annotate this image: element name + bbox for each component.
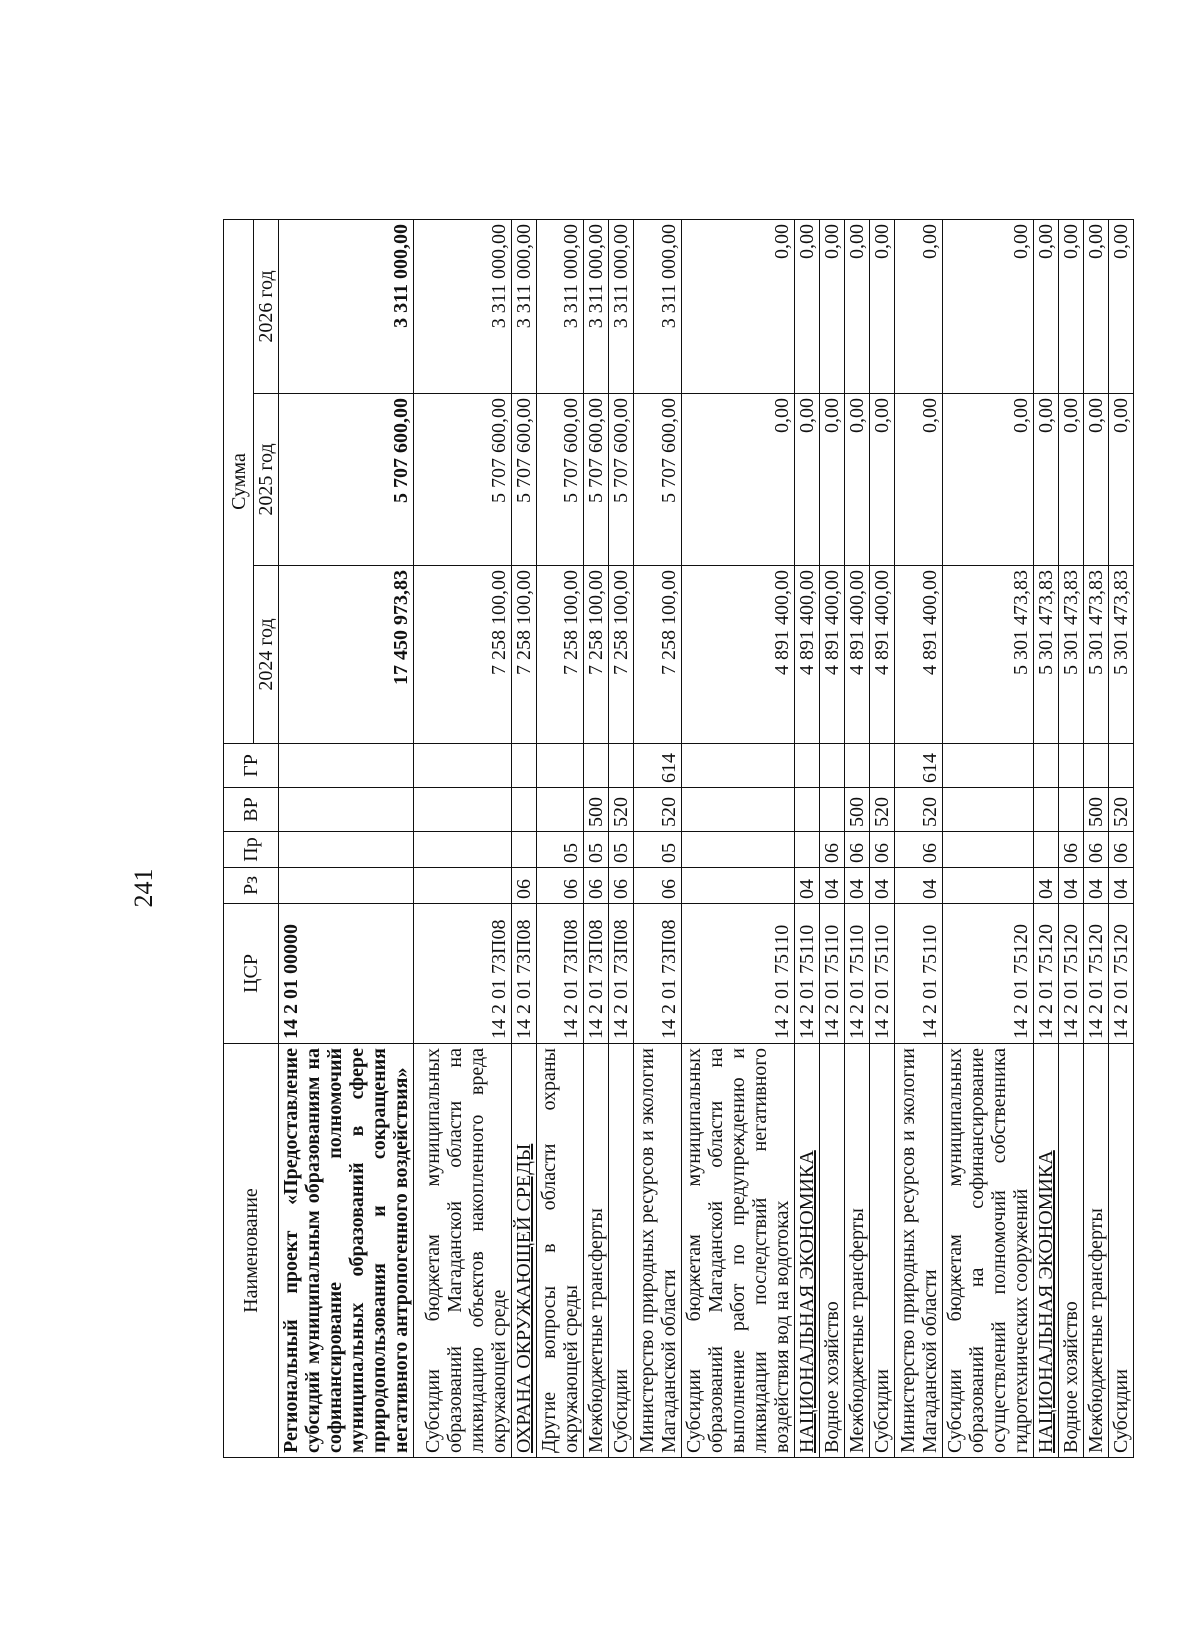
row-pr [414, 832, 512, 868]
row-gr [845, 744, 870, 788]
row-rz: 06 [634, 868, 682, 904]
row-sum-2025: 0,00 [820, 394, 845, 566]
row-name: Субсидии [609, 1044, 634, 1458]
row-csr: 14 2 01 73П08 [537, 904, 584, 1044]
table-row [279, 219, 414, 1457]
row-pr: 05 [609, 832, 634, 868]
row-name: Другие вопросы в области охраны окружающей среды [537, 1044, 584, 1458]
row-sum-2026: 3 311 000,00 [512, 219, 537, 393]
row-rz [414, 868, 512, 904]
table-row [795, 219, 820, 1457]
row-name: Региональный проект «Предоставление субсидий муниципальным образованиям на софинансирование полномочий муниципальных образований в сфере природопользования и сокращения негативного антропогенного воздействия» [279, 1044, 414, 1458]
row-csr: 14 2 01 75120 [1084, 904, 1109, 1044]
row-sum-2024: 4 891 400,00 [795, 566, 820, 744]
row-vr [1059, 788, 1084, 832]
table-row [943, 219, 1034, 1457]
row-vr: 520 [895, 788, 943, 832]
row-name: Министерство природных ресурсов и экологии Магаданской области [634, 1044, 682, 1458]
row-sum-2024: 4 891 400,00 [870, 566, 895, 744]
row-gr [1109, 744, 1134, 788]
row-gr [279, 744, 414, 788]
row-sum-2026: 0,00 [1034, 219, 1059, 393]
row-name: Министерство природных ресурсов и экологии Магаданской области [895, 1044, 943, 1458]
row-name: Межбюджетные трансферты [845, 1044, 870, 1458]
row-gr [537, 744, 584, 788]
table-row [870, 219, 895, 1457]
table-row [820, 219, 845, 1457]
row-csr: 14 2 01 75120 [1109, 904, 1134, 1044]
row-vr [820, 788, 845, 832]
row-pr: 06 [1084, 832, 1109, 868]
header-name: Наименование [224, 1044, 279, 1458]
row-sum-2026: 0,00 [943, 219, 1034, 393]
row-rz: 06 [512, 868, 537, 904]
row-rz: 04 [895, 868, 943, 904]
row-csr: 14 2 01 75120 [1034, 904, 1059, 1044]
row-csr: 14 2 01 75110 [795, 904, 820, 1044]
row-gr [1084, 744, 1109, 788]
row-name: Субсидии [1109, 1044, 1134, 1458]
row-csr: 14 2 01 75110 [820, 904, 845, 1044]
header-sum: Сумма [224, 219, 254, 743]
row-vr [682, 788, 795, 832]
row-gr [682, 744, 795, 788]
row-name: ОХРАНА ОКРУЖАЮЩЕЙ СРЕДЫ [512, 1044, 537, 1458]
table-row [609, 219, 634, 1457]
table-row [1109, 219, 1134, 1457]
row-gr [1059, 744, 1084, 788]
row-csr: 14 2 01 73П08 [512, 904, 537, 1044]
row-gr [795, 744, 820, 788]
row-vr: 500 [845, 788, 870, 832]
table-row [1034, 219, 1059, 1457]
row-pr [1034, 832, 1059, 868]
row-sum-2026: 0,00 [795, 219, 820, 393]
row-sum-2025: 0,00 [682, 394, 795, 566]
row-sum-2026: 0,00 [870, 219, 895, 393]
row-gr [1034, 744, 1059, 788]
row-sum-2024: 4 891 400,00 [682, 566, 795, 744]
header-2024: 2024 год [254, 566, 279, 744]
row-sum-2025: 5 707 600,00 [634, 394, 682, 566]
table-row [414, 219, 512, 1457]
row-rz: 04 [795, 868, 820, 904]
row-csr: 14 2 01 73П08 [584, 904, 609, 1044]
row-vr: 520 [1109, 788, 1134, 832]
budget-table [223, 219, 1134, 1458]
row-sum-2026: 0,00 [895, 219, 943, 393]
row-vr [795, 788, 820, 832]
row-gr: 614 [895, 744, 943, 788]
row-vr [512, 788, 537, 832]
row-sum-2024: 4 891 400,00 [845, 566, 870, 744]
table-row [895, 219, 943, 1457]
row-vr [943, 788, 1034, 832]
table-row [512, 219, 537, 1457]
header-pr: Пр [224, 832, 279, 868]
row-pr [795, 832, 820, 868]
row-gr [870, 744, 895, 788]
row-csr: 14 2 01 75110 [682, 904, 795, 1044]
row-sum-2024: 7 258 100,00 [414, 566, 512, 744]
row-rz: 04 [845, 868, 870, 904]
row-rz [279, 868, 414, 904]
row-sum-2026: 3 311 000,00 [634, 219, 682, 393]
row-sum-2025: 5 707 600,00 [584, 394, 609, 566]
row-sum-2025: 5 707 600,00 [512, 394, 537, 566]
row-rz: 06 [609, 868, 634, 904]
header-csr: ЦСР [224, 904, 279, 1044]
row-sum-2024: 7 258 100,00 [512, 566, 537, 744]
row-vr [414, 788, 512, 832]
row-csr: 14 2 01 73П08 [634, 904, 682, 1044]
row-sum-2026: 0,00 [820, 219, 845, 393]
row-name: Субсидии [870, 1044, 895, 1458]
row-pr: 06 [1109, 832, 1134, 868]
row-pr [279, 832, 414, 868]
row-sum-2026: 0,00 [1059, 219, 1084, 393]
row-sum-2025: 0,00 [943, 394, 1034, 566]
row-sum-2024: 5 301 473,83 [1109, 566, 1134, 744]
row-csr: 14 2 01 75120 [1059, 904, 1084, 1044]
row-sum-2026: 0,00 [682, 219, 795, 393]
row-rz: 04 [870, 868, 895, 904]
row-vr: 500 [1084, 788, 1109, 832]
row-pr [512, 832, 537, 868]
page-number: 241 [129, 868, 158, 908]
row-sum-2026: 3 311 000,00 [609, 219, 634, 393]
row-pr: 06 [895, 832, 943, 868]
row-sum-2025: 5 707 600,00 [279, 394, 414, 566]
row-sum-2024: 5 301 473,83 [1059, 566, 1084, 744]
row-gr [584, 744, 609, 788]
row-rz: 04 [1059, 868, 1084, 904]
rotated-table-wrapper [223, 220, 1132, 1458]
row-vr [537, 788, 584, 832]
row-sum-2026: 0,00 [845, 219, 870, 393]
row-csr: 14 2 01 73П08 [414, 904, 512, 1044]
row-sum-2025: 0,00 [1084, 394, 1109, 566]
row-sum-2024: 17 450 973,83 [279, 566, 414, 744]
row-sum-2025: 0,00 [1109, 394, 1134, 566]
row-rz [682, 868, 795, 904]
table-row [537, 219, 584, 1457]
row-csr: 14 2 01 75120 [943, 904, 1034, 1044]
row-name: Субсидии бюджетам муниципальных образований Магаданской области на ликвидацию объектов накопленного вреда окружающей среде [414, 1044, 512, 1458]
row-name: Межбюджетные трансферты [584, 1044, 609, 1458]
table-row [634, 219, 682, 1457]
table-row [1059, 219, 1084, 1457]
row-name: Межбюджетные трансферты [1084, 1044, 1109, 1458]
row-vr: 520 [609, 788, 634, 832]
row-pr: 06 [845, 832, 870, 868]
header-vr: ВР [224, 788, 279, 832]
row-sum-2025: 5 707 600,00 [414, 394, 512, 566]
row-csr: 14 2 01 75110 [870, 904, 895, 1044]
row-rz: 04 [820, 868, 845, 904]
row-sum-2024: 4 891 400,00 [895, 566, 943, 744]
row-pr: 06 [820, 832, 845, 868]
row-sum-2025: 5 707 600,00 [609, 394, 634, 566]
row-sum-2024: 7 258 100,00 [537, 566, 584, 744]
row-name: НАЦИОНАЛЬНАЯ ЭКОНОМИКА [1034, 1044, 1059, 1458]
header-2025: 2025 год [254, 394, 279, 566]
row-vr [1034, 788, 1059, 832]
row-pr: 06 [1059, 832, 1084, 868]
row-sum-2026: 3 311 000,00 [537, 219, 584, 393]
row-sum-2026: 3 311 000,00 [279, 219, 414, 393]
row-sum-2025: 0,00 [870, 394, 895, 566]
row-pr [943, 832, 1034, 868]
row-gr [609, 744, 634, 788]
row-sum-2024: 5 301 473,83 [943, 566, 1034, 744]
row-csr: 14 2 01 75110 [895, 904, 943, 1044]
row-csr: 14 2 01 75110 [845, 904, 870, 1044]
row-sum-2025: 0,00 [895, 394, 943, 566]
row-name: Субсидии бюджетам муниципальных образований на софинансирование осуществлений полномочий собственника гидротехнических сооружений [943, 1044, 1034, 1458]
table-row [845, 219, 870, 1457]
row-vr: 520 [634, 788, 682, 832]
header-2026: 2026 год [254, 219, 279, 393]
row-sum-2024: 5 301 473,83 [1034, 566, 1059, 744]
row-sum-2025: 0,00 [1034, 394, 1059, 566]
row-sum-2026: 0,00 [1109, 219, 1134, 393]
table-row [682, 219, 795, 1457]
row-sum-2024: 5 301 473,83 [1084, 566, 1109, 744]
table-row [1084, 219, 1109, 1457]
row-csr: 14 2 01 00000 [279, 904, 414, 1044]
row-pr: 05 [537, 832, 584, 868]
table-body [279, 219, 1134, 1457]
row-csr: 14 2 01 73П08 [609, 904, 634, 1044]
row-rz [943, 868, 1034, 904]
row-pr [682, 832, 795, 868]
row-sum-2025: 0,00 [795, 394, 820, 566]
row-sum-2026: 0,00 [1084, 219, 1109, 393]
row-gr [943, 744, 1034, 788]
row-vr [279, 788, 414, 832]
row-vr: 500 [584, 788, 609, 832]
row-sum-2026: 3 311 000,00 [584, 219, 609, 393]
row-gr [414, 744, 512, 788]
row-sum-2024: 7 258 100,00 [634, 566, 682, 744]
row-rz: 06 [584, 868, 609, 904]
row-name: НАЦИОНАЛЬНАЯ ЭКОНОМИКА [795, 1044, 820, 1458]
header-gr: ГР [224, 744, 279, 788]
row-sum-2024: 7 258 100,00 [584, 566, 609, 744]
row-rz: 04 [1084, 868, 1109, 904]
row-gr: 614 [634, 744, 682, 788]
row-sum-2025: 0,00 [845, 394, 870, 566]
row-gr [820, 744, 845, 788]
row-rz: 04 [1109, 868, 1134, 904]
header-rz: Рз [224, 868, 279, 904]
row-name: Водное хозяйство [820, 1044, 845, 1458]
row-sum-2025: 5 707 600,00 [537, 394, 584, 566]
row-pr: 05 [634, 832, 682, 868]
row-pr: 06 [870, 832, 895, 868]
row-rz: 04 [1034, 868, 1059, 904]
row-sum-2026: 3 311 000,00 [414, 219, 512, 393]
row-name: Водное хозяйство [1059, 1044, 1084, 1458]
row-sum-2024: 4 891 400,00 [820, 566, 845, 744]
row-vr: 520 [870, 788, 895, 832]
table-row [584, 219, 609, 1457]
row-pr: 05 [584, 832, 609, 868]
row-name: Субсидии бюджетам муниципальных образований Магаданской области на выполнение работ по предупреждению и ликвидации последствий негативного воздействия вод на водотоках [682, 1044, 795, 1458]
row-rz: 06 [537, 868, 584, 904]
row-sum-2025: 0,00 [1059, 394, 1084, 566]
row-gr [512, 744, 537, 788]
row-sum-2024: 7 258 100,00 [609, 566, 634, 744]
